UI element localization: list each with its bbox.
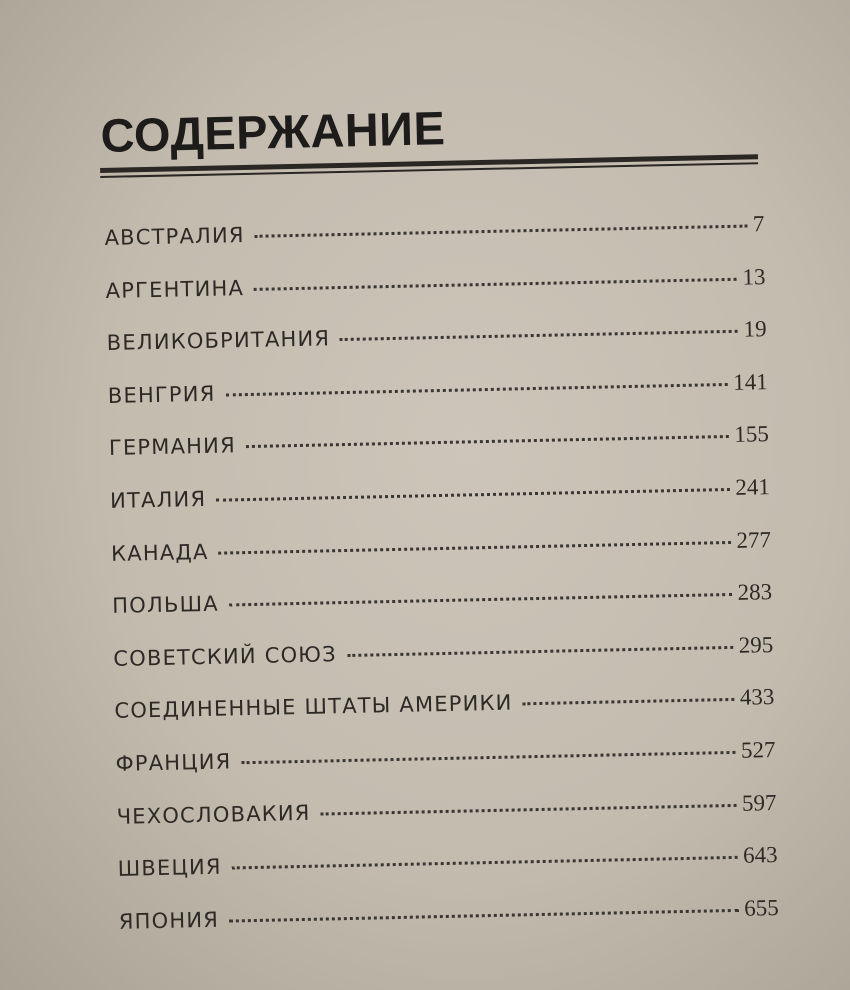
dot-leader	[246, 435, 729, 448]
dot-leader	[216, 488, 729, 502]
dot-leader	[229, 909, 738, 923]
toc-entry-title: АВСТРАЛИЯ	[104, 223, 245, 250]
toc-entry-page: 19	[743, 316, 767, 342]
dot-leader	[254, 277, 737, 290]
dot-leader	[241, 751, 735, 764]
toc-entry-title: ЧЕХОСЛОВАКИЯ	[116, 800, 311, 829]
toc-entry-title: ГЕРМАНИЯ	[108, 433, 237, 461]
toc-entry-page: 597	[741, 789, 777, 816]
toc-entry-page: 295	[738, 631, 774, 658]
toc-entry-title: СОЕДИНЕННЫЕ ШТАТЫ АМЕРИКИ	[114, 690, 513, 724]
toc-entry-page: 655	[743, 894, 779, 921]
toc-entry-page: 277	[736, 526, 772, 553]
page-title: СОДЕРЖАНИЕ	[100, 101, 446, 162]
toc-entry-title: ВЕЛИКОБРИТАНИЯ	[106, 326, 331, 356]
toc-entry-page: 283	[737, 579, 773, 605]
toc-entry-title: ФРАНЦИЯ	[115, 749, 232, 776]
dot-leader	[255, 225, 747, 238]
toc-entry-page: 7	[752, 211, 765, 237]
dot-leader	[347, 646, 733, 657]
dot-leader	[225, 383, 727, 397]
dot-leader	[232, 856, 738, 870]
dot-leader	[340, 330, 737, 341]
toc-entry-page: 527	[740, 736, 776, 763]
toc-entry-title: ВЕНГРИЯ	[107, 381, 216, 408]
dot-leader	[522, 698, 733, 705]
toc-entry-title: СОВЕТСКИЙ СОЮЗ	[113, 641, 338, 671]
dot-leader	[219, 541, 731, 555]
toc-entry-title: АРГЕНТИНА	[105, 275, 245, 303]
toc-entry-page: 241	[735, 474, 771, 500]
toc-entry-title: ШВЕЦИЯ	[117, 854, 222, 881]
dot-leader	[321, 803, 737, 815]
toc-entry-page: 433	[739, 684, 775, 711]
toc-entry-title: ПОЛЬША	[112, 591, 220, 619]
dot-leader	[229, 593, 732, 607]
table-of-contents	[104, 198, 779, 948]
toc-entry-title: КАНАДА	[110, 539, 209, 566]
toc-entry-title: ЯПОНИЯ	[118, 907, 220, 934]
toc-entry-page: 643	[742, 842, 778, 868]
toc-entry-page: 13	[742, 263, 766, 290]
toc-entry-page: 155	[734, 421, 770, 448]
toc-entry-page: 141	[732, 368, 768, 395]
toc-entry-title: ИТАЛИЯ	[109, 486, 207, 513]
